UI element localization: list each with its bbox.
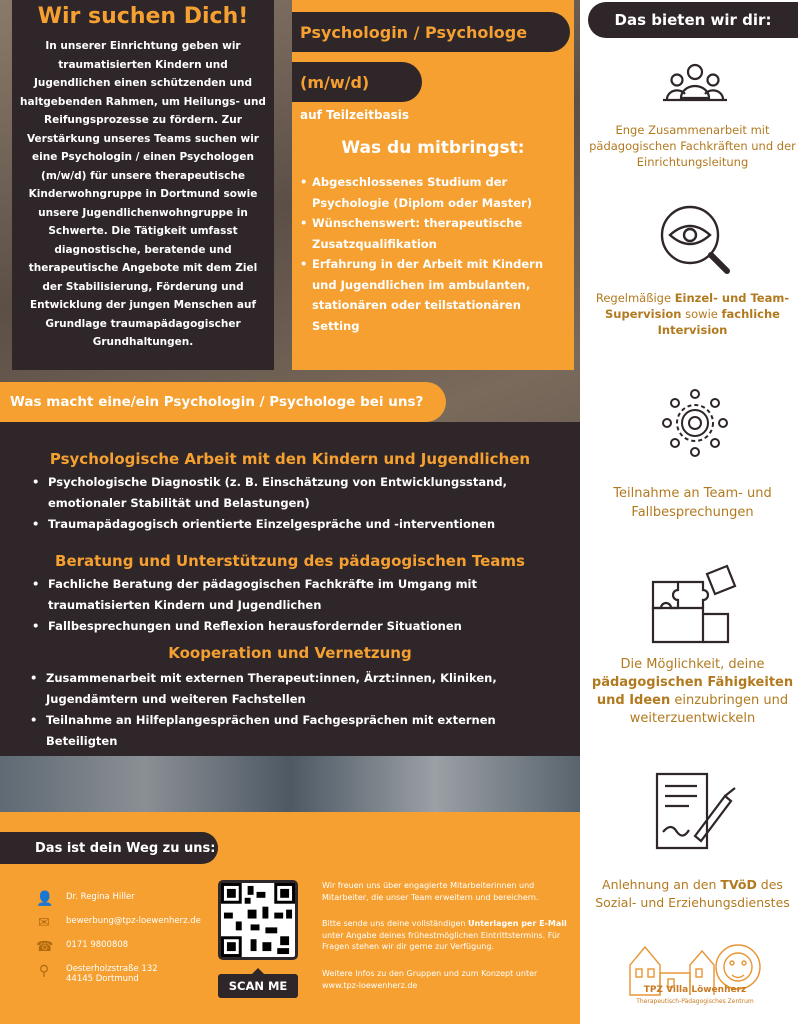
puzzle-icon (645, 562, 745, 647)
requirements-title: Was du mitbringst: (341, 138, 525, 158)
tasks-title: Was macht eine/ein Psychologin / Psychologe bei uns? (0, 382, 446, 422)
section-heading: Beratung und Unterstützung des pädagogischen Teams (55, 552, 525, 570)
contact-name: 👤 Dr. Regina Hiller (36, 891, 135, 907)
benefit-4: Die Möglichkeit, deine pädagogischen Fähigkeiten und Ideen einzubringen und weiterzuentwickeln (591, 657, 794, 726)
section-list (30, 668, 570, 752)
intro-text: In unserer Einrichtung geben wir traumatisierten Kindern und Jugendlichen einen schützenden und haltgebenden Rahmen, um Heilungs- und Reifungsprozesse zu fördern. Zur Verstärkung unseres Teams suchen wir eine Psychologin / einen Psychologen (m/w/d) für unsere therapeutische Kinderwohngruppe in Dortmund sowie unsere Jugendlichenwohngruppe in Schwerte. Die Tätigkeit umfasst diagnostische, beratende und therapeutische Angebote mit dem Ziel der Stabilisierung, Förderung und Entwicklung der jungen Menschen auf Grundlage traumapädagogischer Grundhaltungen. (20, 40, 266, 348)
contact-address: ⚲ Oesterholzstraße 132 44145 Dortmund (36, 964, 158, 984)
contact-title: Das ist dein Weg zu uns: (0, 832, 218, 864)
intro-title: Wir suchen Dich! (37, 4, 249, 29)
logo-tagline: Therapeutisch-Pädagogisches Zentrum (636, 998, 754, 1005)
gear-network-icon (645, 388, 745, 458)
section-list (32, 574, 552, 637)
benefit-5: Anlehnung an den TVöD des Sozial- und Erziehungsdienstes (595, 877, 790, 910)
job-basis: auf Teilzeitbasis (300, 108, 410, 122)
contact-email[interactable]: ✉ bewerbung@tpz-loewenherz.de (36, 916, 201, 930)
list-item: • Fallbesprechungen und Reflexion herausfordernder Situationen (32, 616, 552, 637)
section-list (32, 472, 572, 535)
job-gender: (m/w/d) (292, 62, 422, 102)
team-icon (645, 60, 745, 110)
section-heading: Kooperation und Vernetzung (168, 644, 412, 662)
contact-text-2: Bitte sende uns deine vollständigen Unterlagen per E-Mail unter Angabe deines frühestmöglichen Eintrittstermins. Für Fragen stehen wir dir gerne zur Verfügung. (322, 919, 567, 951)
background-strip (0, 755, 580, 815)
mail-icon: ✉ (38, 915, 50, 931)
section-heading: Psychologische Arbeit mit den Kindern und Jugendlichen (49, 450, 531, 468)
contract-icon (645, 770, 745, 852)
list-item: • Abgeschlossenes Studium der Psychologie (Diplom oder Master) (300, 172, 570, 213)
scan-me-label: SCAN ME (218, 974, 298, 998)
list-item: • Erfahrung in der Arbeit mit Kindern und Jugendlichen im ambulanten, stationären oder teilstationären Setting (300, 254, 570, 336)
qr-code[interactable] (218, 880, 298, 960)
intro-box (12, 0, 274, 370)
location-icon: ⚲ (38, 963, 50, 979)
contact-section (0, 812, 580, 1024)
requirements-list (300, 172, 570, 336)
list-item: • Teilnahme an Hilfeplangesprächen und Fachgesprächen mit externen Beteiligten (30, 710, 570, 752)
logo-name: TPZ Villa Löwenherz (643, 985, 747, 995)
user-icon: 👤 (36, 891, 54, 907)
benefit-3: Teilnahme an Team- und Fallbesprechungen (613, 486, 772, 520)
list-item: • Fachliche Beratung der pädagogischen Fachkräfte im Umgang mit traumatisierten Kindern und Jugendlichen (32, 574, 552, 616)
list-item: • Zusammenarbeit mit externen Therapeut:innen, Ärzt:innen, Kliniken, Jugendämtern und weiteren Fachstellen (30, 668, 570, 710)
list-item: • Traumapädagogisch orientierte Einzelgespräche und -interventionen (32, 514, 572, 535)
benefit-1: Enge Zusammenarbeit mit pädagogischen Fachkräften und der Einrichtungsleitung (589, 123, 796, 169)
tasks-section (0, 422, 580, 756)
job-title: Psychologin / Psychologe (292, 12, 570, 52)
list-item: • Wünschenswert: therapeutische Zusatzqualifikation (300, 213, 570, 254)
eye-search-icon (645, 200, 745, 280)
phone-icon: ☎ (36, 939, 54, 955)
benefit-2: Regelmäßige Einzel- und Team-Supervision sowie fachliche Intervision (595, 291, 790, 337)
contact-text-1: Wir freuen uns über engagierte Mitarbeiterinnen und Mitarbeiter, die unser Team erweitern und bereichern. (322, 881, 539, 902)
list-item: • Psychologische Diagnostik (z. B. Einschätzung von Entwicklungsstand, emotionaler Stabilität und Belastungen) (32, 472, 572, 514)
contact-text-3: Weitere Infos zu den Gruppen und zum Konzept unter www.tpz-loewenherz.de (322, 969, 538, 990)
benefits-title: Das bieten wir dir: (588, 2, 798, 38)
contact-phone[interactable]: ☎ 0171 9800808 (36, 939, 129, 955)
